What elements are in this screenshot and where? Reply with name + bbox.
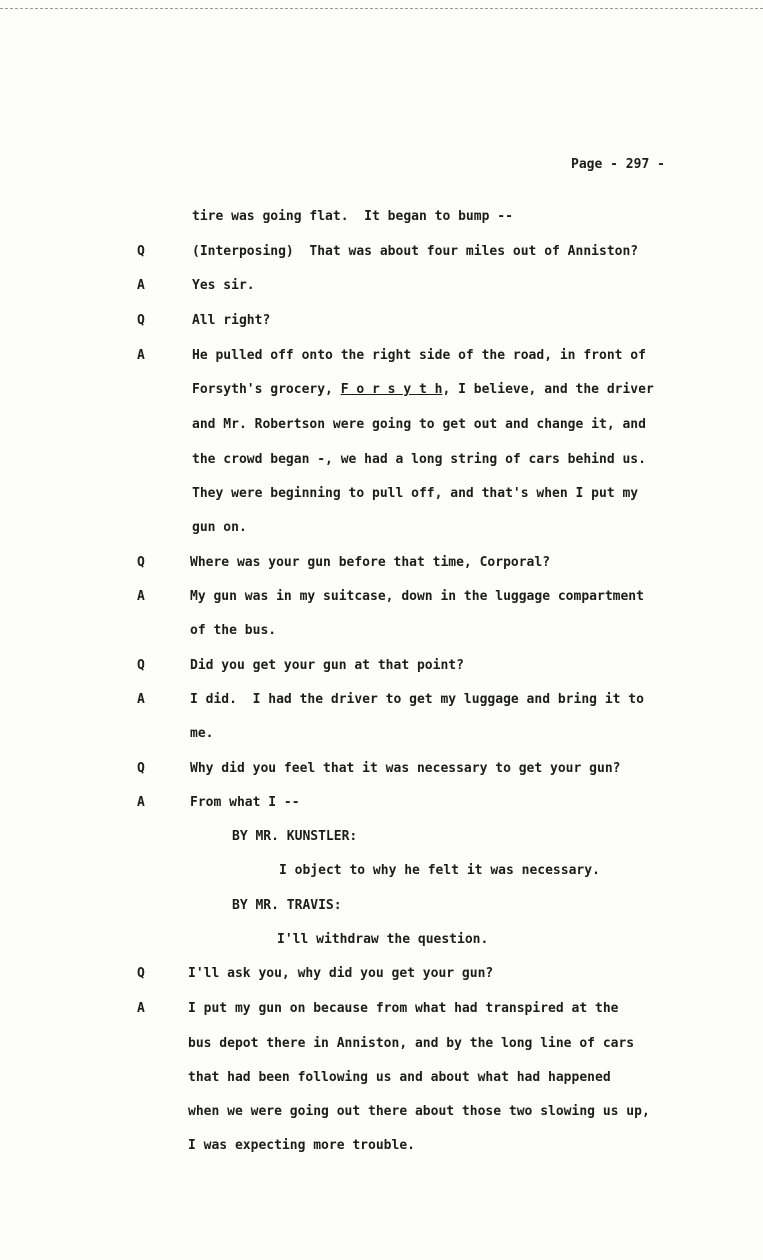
answer-label: A xyxy=(137,692,145,707)
transcript-text: , I believe, and the driver xyxy=(442,382,654,397)
transcript-line: Yes sir. xyxy=(192,278,255,293)
answer-label: A xyxy=(137,589,145,604)
transcript-line: Did you get your gun at that point? xyxy=(190,658,464,673)
transcript-line: Why did you feel that it was necessary to get your gun? xyxy=(190,761,621,776)
transcript-text: Forsyth's grocery, xyxy=(192,382,341,397)
transcript-line: I put my gun on because from what had transpired at the xyxy=(188,1001,619,1016)
page-number: Page - 297 - xyxy=(571,157,665,172)
transcript-line: My gun was in my suitcase, down in the luggage compartment xyxy=(190,589,644,604)
speaker-heading: BY MR. KUNSTLER: xyxy=(232,829,358,844)
speaker-heading: BY MR. TRAVIS: xyxy=(232,898,342,913)
question-label: Q xyxy=(137,966,145,981)
transcript-line: the crowd began -, we had a long string of cars behind us. xyxy=(192,452,646,467)
answer-label: A xyxy=(137,348,145,363)
transcript-line: (Interposing) That was about four miles out of Anniston? xyxy=(192,244,639,259)
transcript-line: He pulled off onto the right side of the road, in front of xyxy=(192,348,646,363)
question-label: Q xyxy=(137,658,145,673)
transcript-line: tire was going flat. It began to bump -- xyxy=(192,209,513,224)
page-top-edge xyxy=(0,0,763,9)
transcript-line: gun on. xyxy=(192,520,247,535)
question-label: Q xyxy=(137,555,145,570)
transcript-line: Where was your gun before that time, Corporal? xyxy=(190,555,551,570)
transcript-line: I did. I had the driver to get my luggage and bring it to xyxy=(190,692,644,707)
answer-label: A xyxy=(137,1001,145,1016)
transcript-line: I'll withdraw the question. xyxy=(277,932,489,947)
answer-label: A xyxy=(137,278,145,293)
question-label: Q xyxy=(137,244,145,259)
transcript-line: me. xyxy=(190,726,214,741)
spelled-name: F o r s y t h xyxy=(340,382,443,397)
transcript-line: when we were going out there about those two slowing us up, xyxy=(188,1104,650,1119)
question-label: Q xyxy=(137,313,145,328)
transcript-line: and Mr. Robertson were going to get out and change it, and xyxy=(192,417,646,432)
question-label: Q xyxy=(137,761,145,776)
transcript-line: I was expecting more trouble. xyxy=(188,1138,415,1153)
transcript-line: They were beginning to pull off, and that's when I put my xyxy=(192,486,639,501)
transcript-line: I object to why he felt it was necessary. xyxy=(279,863,600,878)
transcript-line: I'll ask you, why did you get your gun? xyxy=(188,966,494,981)
transcript-line xyxy=(192,382,654,397)
answer-label: A xyxy=(137,795,145,810)
transcript-line: of the bus. xyxy=(190,623,277,638)
transcript-line: that had been following us and about what had happened xyxy=(188,1070,611,1085)
transcript-line: All right? xyxy=(192,313,271,328)
transcript-line: bus depot there in Anniston, and by the long line of cars xyxy=(188,1036,635,1051)
transcript-line: From what I -- xyxy=(190,795,300,810)
